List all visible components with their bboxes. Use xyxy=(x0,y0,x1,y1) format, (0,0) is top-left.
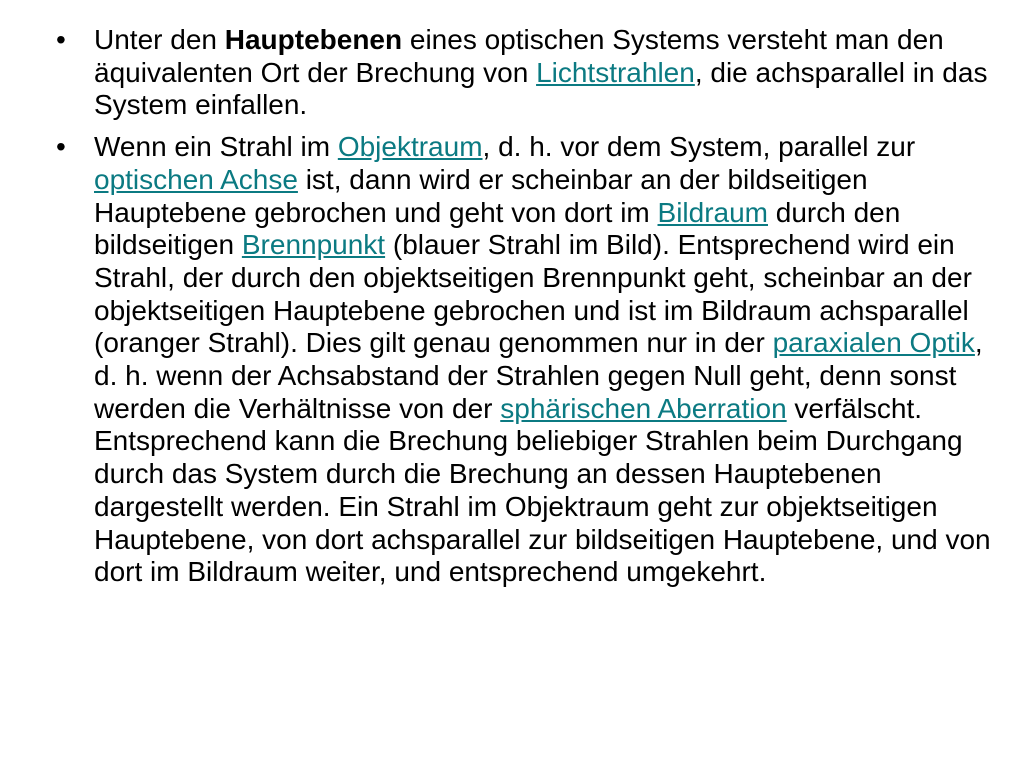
link-objektraum[interactable]: Objektraum xyxy=(337,131,483,163)
link-bildraum[interactable]: Bildraum xyxy=(657,196,768,228)
bullet-text: Unter den xyxy=(94,24,225,55)
bullet-marker: • xyxy=(56,131,66,163)
bullet-text: ist, dann wird er scheinbar an der bildseitigen Hauptebene gebrochen und geht von dort im xyxy=(94,163,868,228)
bullet-text: eines optischen Systems versteht man den äquivalenten Ort der Brechung von xyxy=(94,24,944,88)
link-optische-achse[interactable]: optischen Achse xyxy=(94,163,298,195)
bullet-text: , die achsparallel in das System einfallen. xyxy=(94,56,988,121)
bullet-text: , d. h. wenn der Achsabstand der Strahlen gegen Null geht, denn sonst werden die Verhältnisse von der xyxy=(94,327,983,424)
link-lichtstrahlen[interactable]: Lichtstrahlen xyxy=(536,56,695,88)
bullet-text: verfälscht. Entsprechend kann die Brechung beliebiger Strahlen beim Durchgang durch das System durch die Brechung an dessen Hauptebenen dargestellt werden. Ein Strahl im Objektraum geht zur objektseitigen Hauptebene, von dort achsparallel zur bildseitigen Hauptebene, und von dort im Bildraum weiter, und entsprechend umgekehrt. xyxy=(94,392,991,588)
bullet-text: , d. h. vor dem System, parallel zur xyxy=(482,131,916,163)
link-brennpunkt[interactable]: Brennpunkt xyxy=(241,229,386,261)
link-paraxiale-optik[interactable]: paraxialen Optik xyxy=(772,327,975,359)
link-sphaerische-aberration[interactable]: sphärischen Aberration xyxy=(500,392,787,424)
bullet-item-strahlengang xyxy=(50,131,1005,589)
bullet-text: (blauer Strahl im Bild). Entsprechend wird ein Strahl, der durch den objektseitigen Brennpunkt geht, scheinbar an der objektseitigen Hauptebene gebrochen und ist im Bildraum achsparallel (oranger Strahl). Dies gilt genau genommen nur in der xyxy=(94,229,972,359)
bullet-text: Wenn ein Strahl im xyxy=(94,131,338,163)
bullet-text: durch den bildseitigen xyxy=(94,196,901,261)
bullet-marker: • xyxy=(56,24,66,55)
term-hauptebenen: Hauptebenen xyxy=(224,24,403,55)
bullet-item-hauptebenen-definition xyxy=(50,24,1005,122)
bullet-list xyxy=(50,24,1005,598)
